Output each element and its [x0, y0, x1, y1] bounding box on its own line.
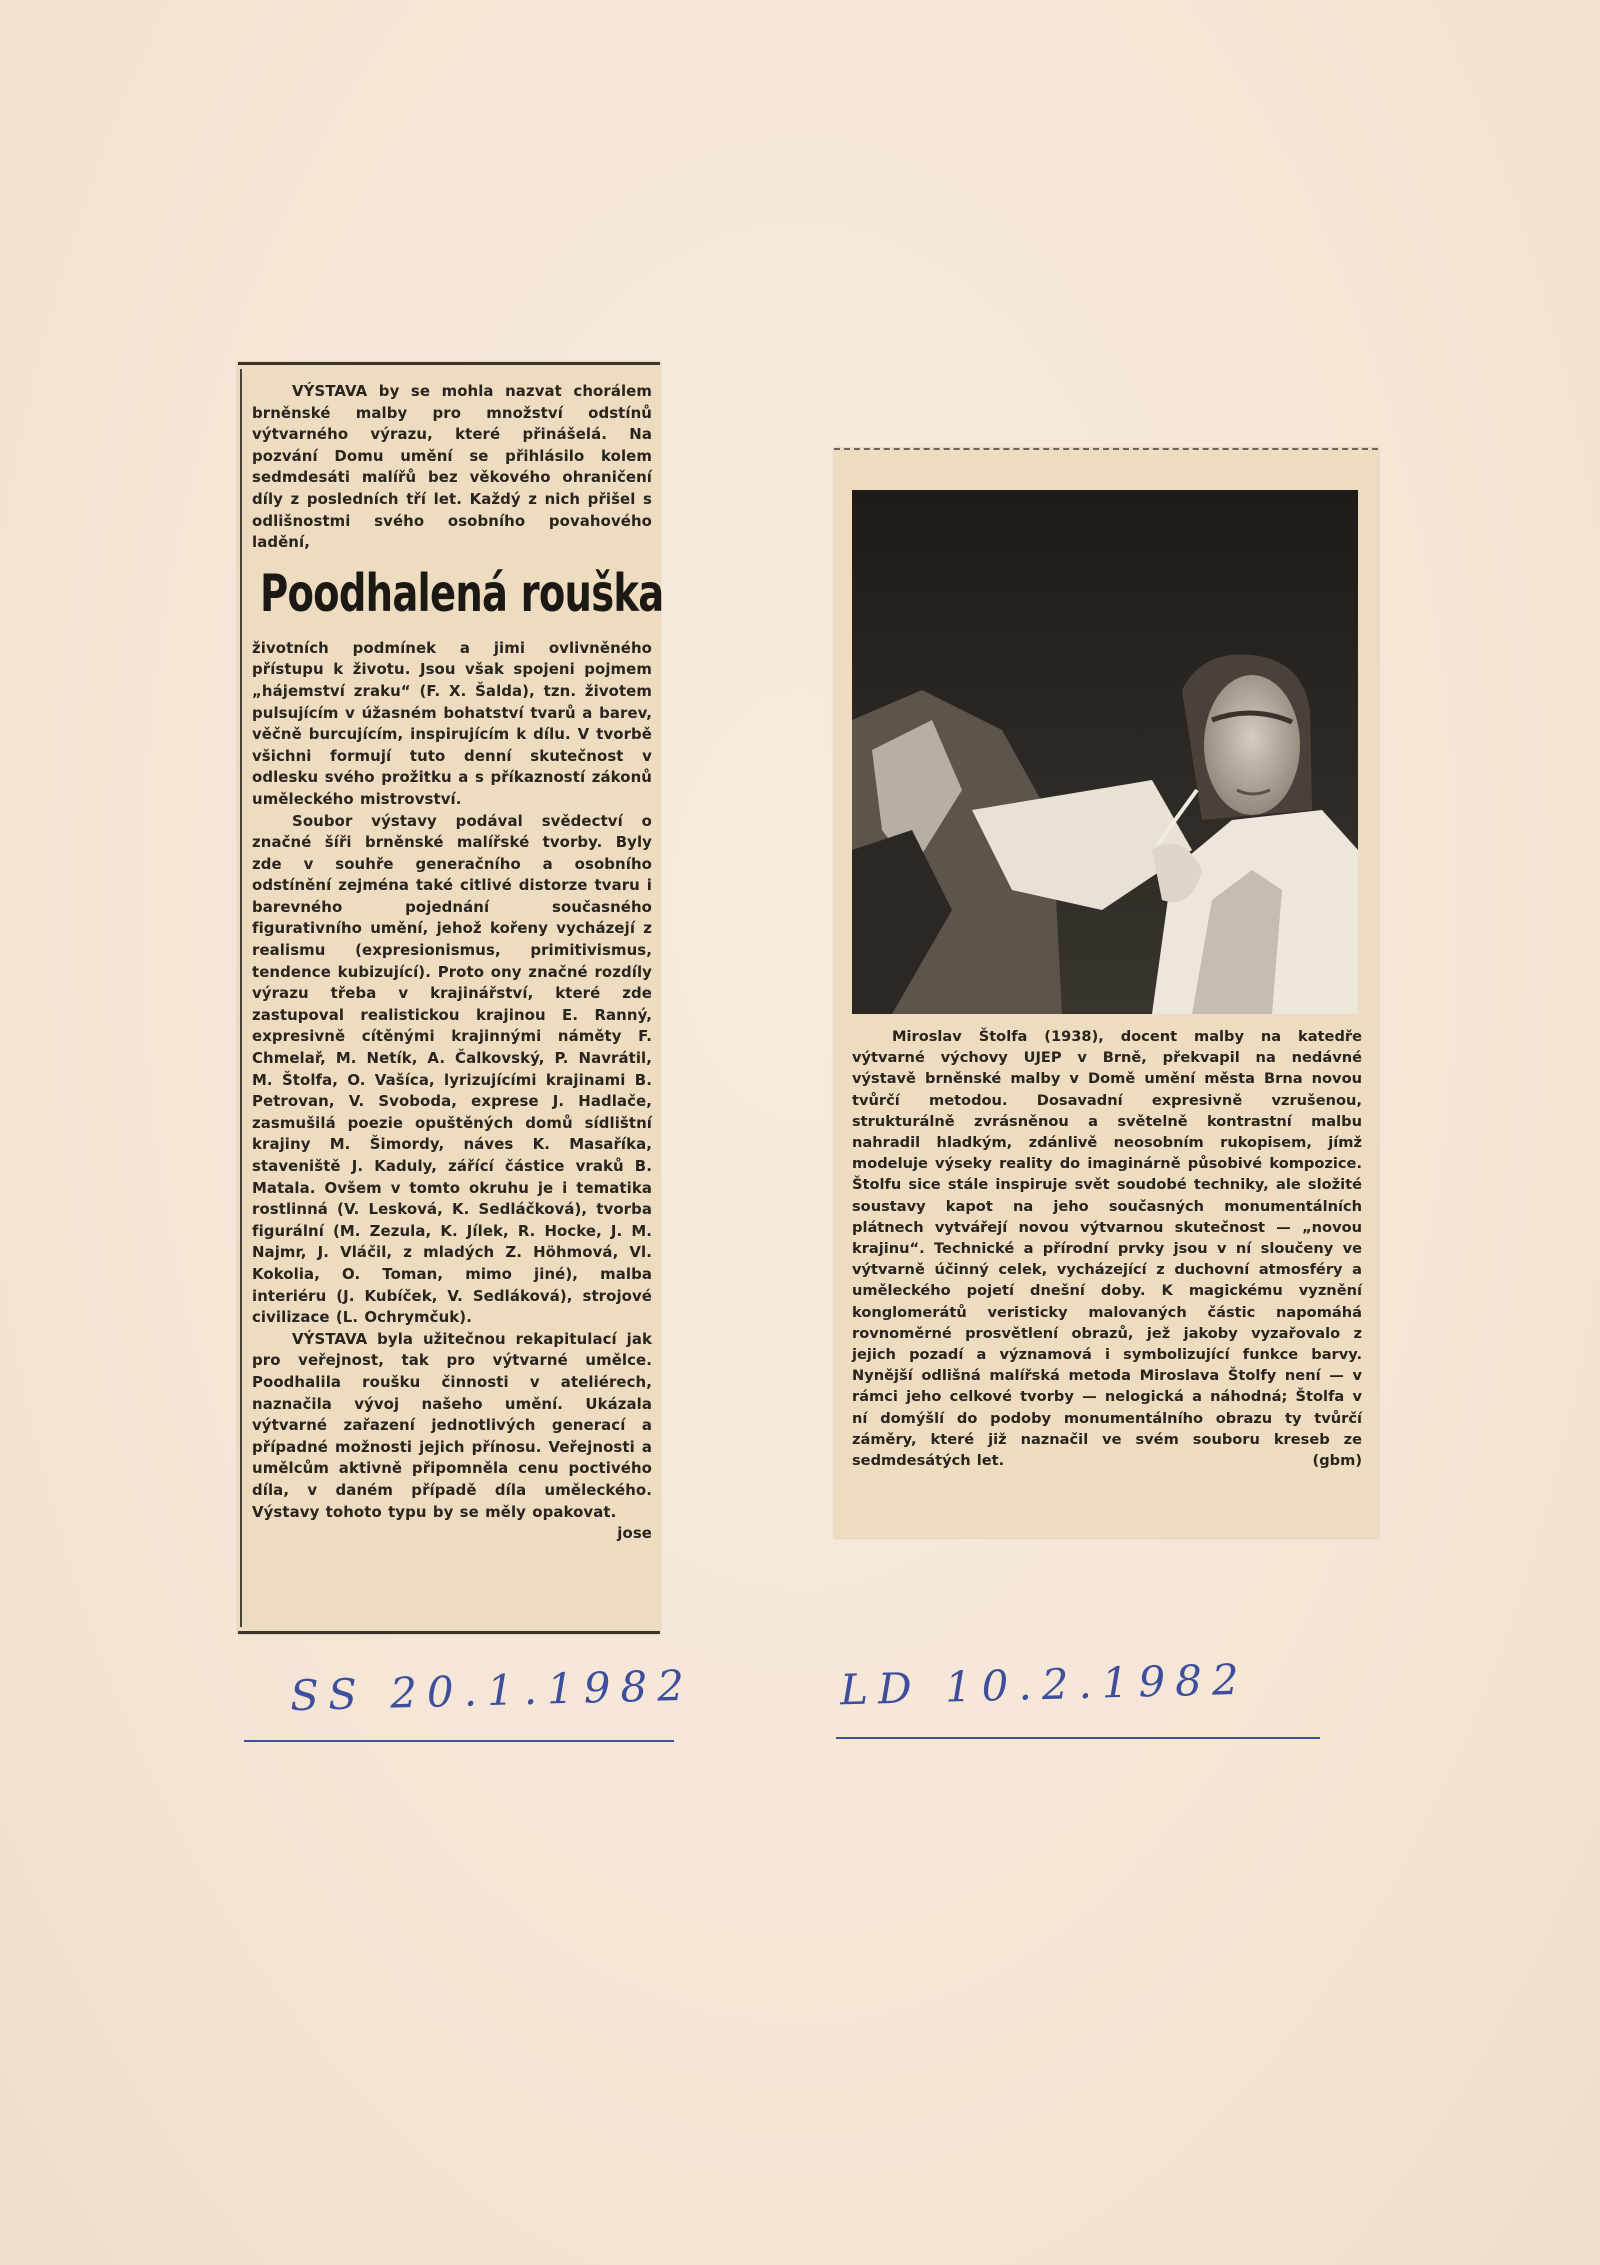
underline-right [836, 1737, 1320, 1739]
photo-caption [852, 1026, 1362, 1471]
underline-left [244, 1740, 674, 1742]
article-headline: Poodhalená rouška [260, 563, 664, 624]
article-paragraph: životních podmínek a jimi ovlivněného přístupu k životu. Jsou však spojeni pojmem „hájemství zraku“ (F. X. Šalda), tzn. životem pulsujícím v úžasném bohatství tvarů a barev, věčně burcujícím, inspirujícím k dílu. V tvorbě všichni formují tuto denní skutečnost v odlesku svého prožitku a s příkazností zákonů uměleckého mistrovství. [252, 638, 652, 808]
caption-signature: (gbm) [1312, 1452, 1362, 1470]
caption-body: Miroslav Štolfa (1938), docent malby na katedře výtvarné výchovy UJEP v Brně, překvapil na nedávné výstavě brněnské malby v Domě umění města Brna novou tvůrčí metodou. Dosavadní expresivně vzrušenou, strukturálně zvrásněnou a světelně kontrastní malbu nahradil hladkým, zdánlivě neosobním rukopisem, jímž modeluje výseky reality do imaginárně působivé kompozice. Štolfu sice stále inspiruje svět soudobé techniky, ale složité soustavy kapot na jeho současných monumentálních plátnech vytvářejí novou výtvarnou skutečnost — „novou krajinu“. Technické a přírodní prvky jsou v ní sloučeny ve výtvarně účinný celek, vycházející z duchovní atmosféry a uměleckého pojetí dnešní doby. K magickému vyznění konglomerátů veristicky malovaných částic napomáhá rovnoměrné prosvětlení obrazů, jež jakoby vyzařovalo z jejich pozadí a významová i symbolizující funkce barvy. Nynější odlišná malířská metoda Miroslava Štolfy není — v rámci jeho celkové tvorby — nelogická a náhodná; Štolfa v ní domýšlí do podoby monumentálního obrazu ty tvůrčí záměry, které již naznačil ve svém souboru kreseb ze sedmdesátých let. [852, 1028, 1362, 1470]
caption-text [852, 1026, 1362, 1471]
article-intro: VÝSTAVA by se mohla nazvat chorálem brněnské malby pro množství odstínů výtvarného výrazu, které přinášelá. Na pozvání Domu umění se přihlásilo kolem sedmdesáti malířů bez věkového ohraničení díly z posledních tří let. Každý z nich přišel s odlišnostmi svého osobního povahového ladění, [252, 382, 652, 552]
newspaper-clipping-right [834, 448, 1378, 1538]
article-paragraph: Soubor výstavy podával svědectví o značné šíři brněnské malířské tvorby. Byly zde v souhře generačního a osobního odstínění zejména také citlivé distorze tvaru i barevného pojednání současného figurativního umění, jehož kořeny vycházejí z realismu (expresionismus, primitivismus, tendence kubizující). Proto ony značné rozdíly výrazu třeba v krajinářství, které zde zastupoval realistickou krajinou E. Ranný, expresivně cítěnými krajinnými náměty F. Chmelař, M. Netík, A. Čalkovský, P. Navrátil, M. Štolfa, O. Vašíca, lyrizujícími krajinami B. Petrovan, V. Svoboda, exprese J. Hadlače, zasmušilá poezie opuštěných domů sídlištní krajiny M. Šimordy, náves K. Masaříka, staveniště J. Kaduly, zářící částice vraků B. Matala. Ovšem v tomto okruhu je i tematika rostlinná (V. Lesková, K. Sedláčková), tvorba figurální (M. Zezula, K. Jílek, R. Hocke, J. M. Najmr, J. Vláčil, z mladých Z. Höhmová, Vl. Kokolia, O. Toman, mimo jiné), malba interiéru (J. Kubíček, V. Sedláková), strojové civilizace (L. Ochrymčuk). [252, 811, 652, 1327]
newspaper-clipping-left [238, 362, 664, 1634]
article-paragraph-text: VÝSTAVA byla užitečnou rekapitulací jak pro veřejnost, tak pro výtvarné umělce. Poodhalila roušku činnosti v ateliérech, naznačila vývoj našeho umění. Ukázala výtvarné zařazení jednotlivých generací a případné možnosti jejich přínosu. Veřejnosti a umělcům aktivně připomněla cenu poctivého díla, v daném případě díla uměleckého. Výstavy tohoto typu by se měly opakovat. [252, 1329, 652, 1521]
portrait-photo-image [852, 490, 1358, 1014]
article-body [252, 381, 664, 1543]
article-signature: jose [617, 1524, 652, 1543]
handwritten-source-date-right: LD 10.2.1982 [839, 1654, 1250, 1715]
article-paragraph [252, 1329, 652, 1543]
portrait-photo [852, 490, 1358, 1014]
handwritten-source-date-left: SS 20.1.1982 [289, 1660, 695, 1721]
